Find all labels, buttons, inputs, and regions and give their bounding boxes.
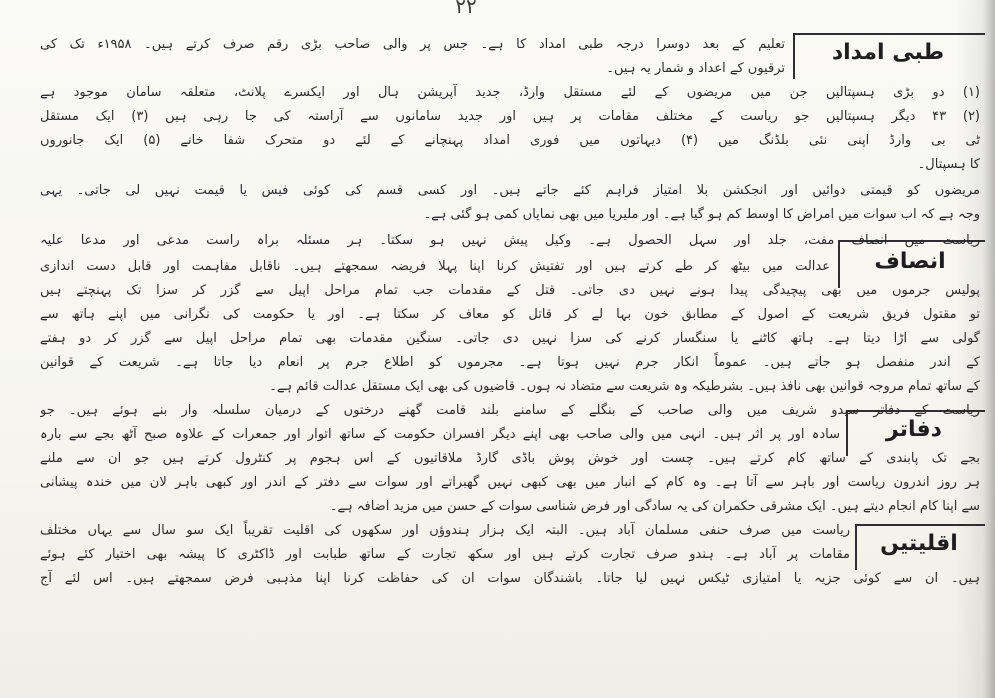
text-line: وجہ ہے کہ اب سوات میں امراض کا اوسط کم ہو گیا ہے۔ اور ملیریا میں بھی نمایاں کمی ہو گئی ہے۔ <box>423 207 980 222</box>
text-line: کا ہسپتال۔ <box>917 157 980 172</box>
text-line: (۲) ۴۳ دیگر ہسپتالیں جو ریاست کے مختلف مقامات پر ہیں اور جدید سامانوں سے آراستہ کی جا رہی ہیں (۳) ایک مستقل <box>40 109 980 124</box>
text-line: گولی سے اڑا دیتا ہے۔ ہاتھ کاٹنے یا سنگسار کرنے کی سزا نہیں دی جاتی۔ سنگین مقدمات بھی تمام مراحل اپیل سے گزر کر دو ہفتے <box>40 331 980 346</box>
text-line: ہیں۔ ان سے کوئی جزیہ یا امتیازی ٹیکس نہیں لیا جاتا۔ باشندگان سوات ان کی حفاظت کرنا اپنا مذہبی فرض سمجھتے ہیں۔ اس لئے آج <box>40 571 980 586</box>
text-line: مقامات پر آباد ہے۔ ہندو صرف تجارت کرتے ہیں اور سکھ تجارت کے ساتھ طبابت اور ڈاکٹری کا پیشہ بھی اختیار کئے ہوئے <box>40 547 850 562</box>
section-heading: اقلیتیں <box>880 531 958 556</box>
text-line: تعلیم کے بعد دوسرا درجہ طبی امداد کا ہے۔ جس پر والی صاحب بڑی رقم صرف کرتے ہیں۔ ۱۹۵۸ء تک کی <box>40 37 785 52</box>
text-line: مریضوں کو قیمتی دوائیں اور انجکشن بلا امتیاز فراہم کئے جاتے ہیں۔ اور کسی قسم کی کوئی فیس یا قیمت نہیں لی جاتی۔ یہی <box>40 183 980 198</box>
text-line: ریاست میں انصاف مفت، جلد اور سہل الحصول ہے۔ وکیل پیش نہیں ہو سکتا۔ ہر مسئلہ براہ راست مدعی اور مدعا علیہ <box>40 233 980 248</box>
text-line: (۱) دو بڑی ہسپتالیں جن میں مریضوں کے لئے مستقل وارڈ، جدید آپریشن ہال اور ایکسرے پلانٹ، متعلقہ سامان موجود ہے <box>40 85 980 100</box>
page-edge-shadow <box>983 0 995 698</box>
text-line: بجے تک پابندی کے ساتھ کام کرتے ہیں۔ چست اور خوش پوش باڈی گارڈ ملاقاتیوں کے اس ہجوم پر کنٹرول کرتے ہیں جو ان سے ملنے <box>40 451 980 466</box>
section-heading: دفاتر <box>886 417 942 442</box>
text-line: ریاست کے دفاتر سیدو شریف میں والی صاحب کے بنگلے کے سامنے بلند قامت گھنے درختوں کے درمیان سلسلہ وار بنے ہوئے ہیں۔ جو <box>40 403 980 418</box>
text-line: سے اپنا کام انجام دیتے ہیں۔ ایک مشرقی حکمران کی یہ سادگی اور فرض شناسی سوات کے حسن میں مزید اضافہ ہے۔ <box>329 499 980 514</box>
text-line: ریاست میں صرف حنفی مسلمان آباد ہیں۔ البتہ ایک ہزار ہندوؤں اور سکھوں کی اقلیت تقریباً ایک سو سال سے یہاں مختلف <box>40 523 850 538</box>
text-line: کے ساتھ تمام مروجہ قوانین بھی نافذ ہیں۔ بشرطیکہ وہ شریعت سے متضاد نہ ہوں۔ قاضیوں کی بھی ایک مستقل عدالت قائم ہے۔ <box>269 379 980 394</box>
text-line: ترقیوں کے اعداد و شمار یہ ہیں۔ <box>606 61 785 76</box>
text-line: تو مقتول فریق شریعت کے اصول کے مطابق خون بہا لے کر قاتل کو معاف کر سکتا ہے۔ اور یا حکومت کی نگرانی میں اپنے ہاتھ سے <box>40 307 980 322</box>
section-heading: طبی امداد <box>831 40 945 65</box>
text-line: سادہ اور پر اثر ہیں۔ انہی میں والی صاحب بھی اپنے دیگر افسران حکومت کے ساتھ اتوار اور جمعرات کے علاوہ صبح آٹھ بجے سے بارہ <box>40 427 840 442</box>
section-heading: انصاف <box>874 249 946 274</box>
page-number: ۲۲ <box>455 0 477 18</box>
text-line: عدالت میں بیٹھ کر طے کرتے ہیں اور تفتیش کرنا اپنا پہلا فریضہ سمجھتے ہیں۔ ناقابل مفاہمت اور قابل دست اندازی <box>40 259 830 274</box>
text-line: ٹی بی وارڈ اپنی نئی بلڈنگ میں (۴) دیہاتوں میں فوری امداد پہنچانے کے لئے دو متحرک شفا خانے (۵) ایک جانوروں <box>40 133 980 148</box>
text-line: پولیس جرموں میں بھی پیچیدگی پیدا ہونے نہیں دی جاتی۔ قتل کے مقدمات جب تمام مراحل اپیل سے گزر کر سزا تک پہنچتے ہیں <box>40 283 980 298</box>
text-line: کے اندر منفصل ہو جاتے ہیں۔ عموماً انکار جرم نہیں ہوتا ہے۔ مجرموں کو اطلاع جرم پر انعام دیا جاتا ہے۔ شریعت کے قوانین <box>40 355 980 370</box>
text-line: ہر روز اندرون ریاست اور باہر سے آتا ہے۔ وہ کام کے انبار میں بھی کبھی نہیں گھبراتے اور سوات سے دفتر کے اندر اور کبھی باہر لان میں خندہ پیشانی <box>40 475 980 490</box>
